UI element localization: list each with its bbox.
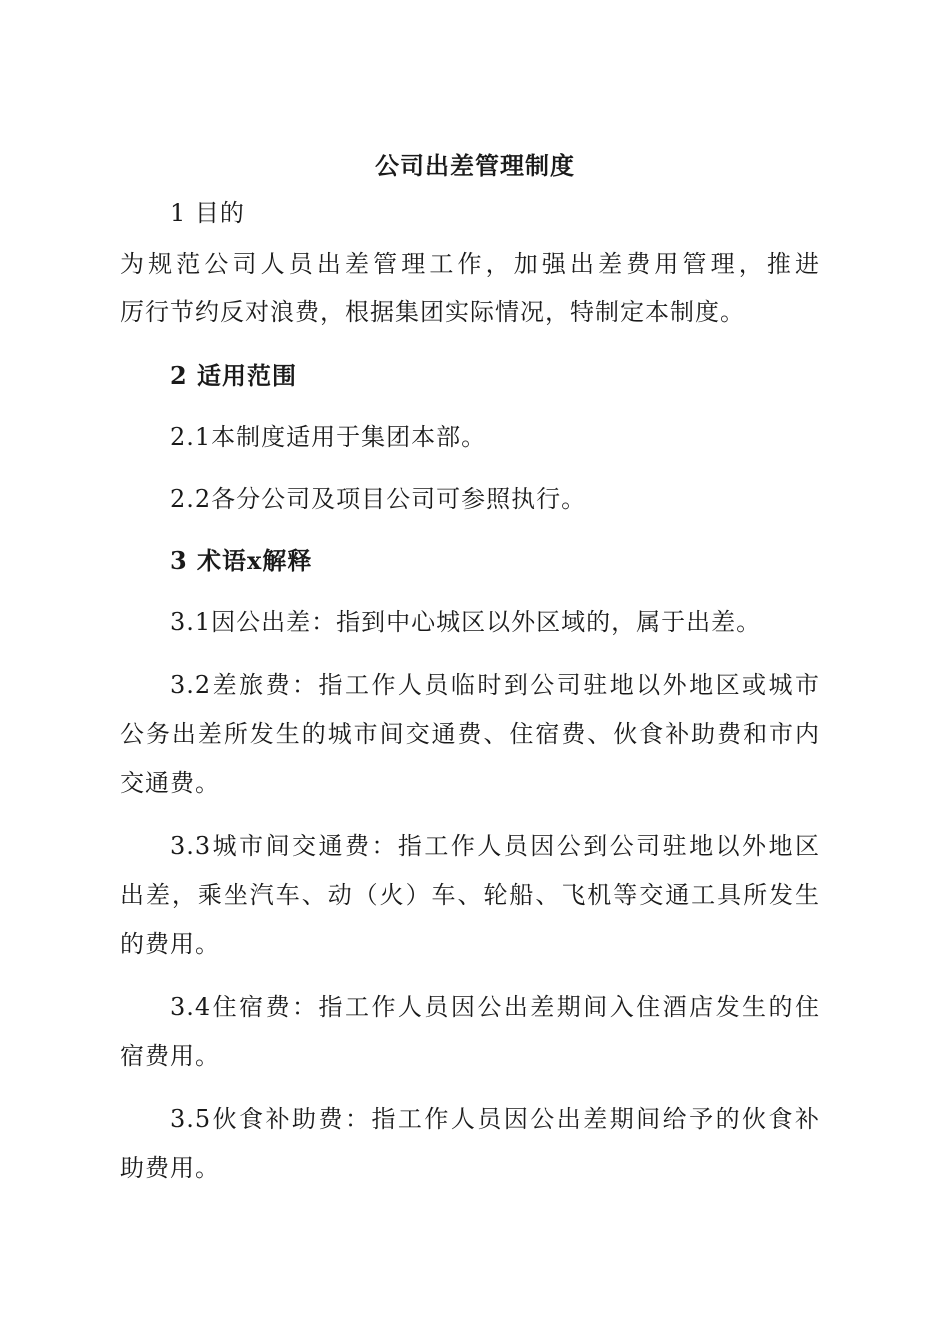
clause-3-3-line-1: 3.3城市间交通费：指工作人员因公到公司驻地以外地区	[170, 832, 820, 860]
clause-3-3-line-3: 的费用。	[120, 930, 220, 958]
clause-3-2-line-3: 交通费。	[120, 769, 220, 797]
section-1-heading: 1 目的	[170, 199, 245, 227]
clause-3-4-line-1: 3.4住宿费：指工作人员因公出差期间入住酒店发生的住	[170, 993, 820, 1021]
clause-3-3-line-2: 出差，乘坐汽车、动（火）车、轮船、飞机等交通工具所发生	[120, 881, 820, 909]
section-1-paragraph-line-1: 为规范公司人员出差管理工作，加强出差费用管理，推进	[120, 250, 820, 278]
section-1-paragraph-line-2: 厉行节约反对浪费，根据集团实际情况，特制定本制度。	[120, 298, 745, 326]
clause-2-1: 2.1本制度适用于集团本部。	[170, 423, 487, 451]
clause-3-2-line-1: 3.2差旅费：指工作人员临时到公司驻地以外地区或城市	[170, 671, 820, 699]
clause-3-5-line-2: 助费用。	[120, 1154, 220, 1182]
clause-3-5-line-1: 3.5伙食补助费：指工作人员因公出差期间给予的伙食补	[170, 1105, 820, 1133]
page-title: 公司出差管理制度	[375, 151, 575, 180]
clause-3-4-line-2: 宿费用。	[120, 1042, 220, 1070]
clause-3-1: 3.1因公出差：指到中心城区以外区域的，属于出差。	[170, 608, 762, 636]
clause-3-2-line-2: 公务出差所发生的城市间交通费、住宿费、伙食补助费和市内	[120, 720, 820, 748]
clause-2-2: 2.2各分公司及项目公司可参照执行。	[170, 485, 587, 513]
section-2-heading: 2 适用范围	[170, 361, 298, 390]
section-3-heading: 3 术语x解释	[170, 546, 313, 575]
